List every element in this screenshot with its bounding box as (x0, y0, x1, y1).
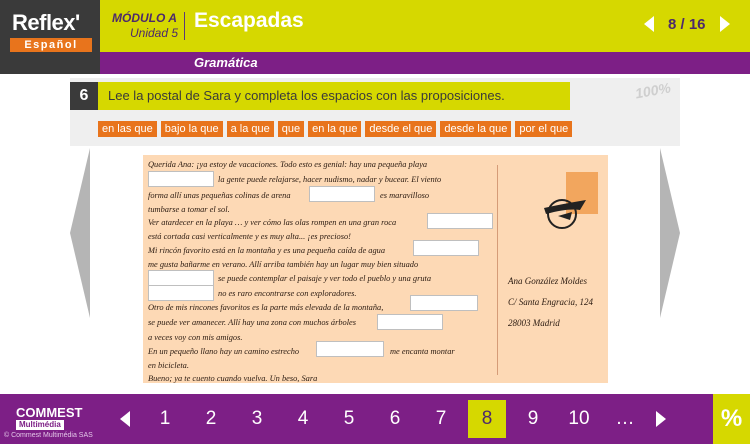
header-bar (0, 0, 750, 52)
progress-percent-button[interactable]: % (713, 394, 750, 444)
option-chip[interactable]: en las que (98, 121, 157, 137)
footer-next-icon[interactable] (656, 411, 666, 427)
postcard-line: se puede ver amanecer. Allí hay una zona con muchos árboles (148, 318, 357, 327)
footer-page-button[interactable]: 9 (527, 408, 539, 429)
answer-blank-2[interactable] (309, 186, 375, 202)
footer-page-button[interactable]: 6 (389, 408, 401, 429)
option-chip[interactable]: a la que (227, 121, 274, 137)
copyright-text: © Commest Multimédia SAS (4, 432, 93, 439)
next-arrow-icon[interactable] (660, 148, 680, 318)
footer-page-nav (120, 400, 666, 438)
postcard-line: no es raro encontrarse con exploradores. (218, 289, 357, 298)
header-divider (184, 12, 185, 40)
previous-page-icon[interactable] (644, 16, 654, 32)
footer-page-button[interactable]: 1 (159, 408, 171, 429)
answer-blank-4[interactable] (413, 240, 479, 256)
postcard-line: tumbarse a tomar el sol. (148, 205, 230, 214)
postcard-line: en bicicleta. (148, 361, 189, 370)
option-chip[interactable]: por el que (515, 121, 572, 137)
previous-arrow-icon[interactable] (70, 148, 90, 318)
postcard-line: la gente puede relajarse, hacer nudismo, nadar y bucear. El viento (218, 175, 442, 184)
postcard-line: Otro de mis rincones favoritos es la parte más elevada de la montaña, (148, 303, 384, 312)
exercise-number: 6 (70, 82, 98, 110)
address-line: 28003 Madrid (508, 318, 560, 328)
answer-blank-5[interactable] (148, 270, 214, 286)
footer-page-button[interactable]: 4 (297, 408, 309, 429)
postcard-line: me gusta bañarme en verano. Allí arriba también hay un lugar muy bien situado (148, 260, 419, 269)
footer-previous-icon[interactable] (120, 411, 130, 427)
footer-page-button[interactable]: 2 (205, 408, 217, 429)
answer-blank-7[interactable] (410, 295, 478, 311)
next-page-icon[interactable] (720, 16, 730, 32)
postcard-line: me encanta montar (390, 347, 455, 356)
postcard-line: Ver atardecer en la playa … y ver cómo las olas rompen en una gran roca (148, 218, 397, 227)
option-chip[interactable]: desde la que (440, 121, 511, 137)
footer-page-button-active[interactable]: 8 (468, 400, 506, 438)
postcard-line: Mi rincón favorito está en la montaña y es una pequeña caída de agua (148, 246, 386, 255)
section-bar (100, 52, 750, 74)
logo-sub-text: Español (10, 38, 92, 52)
address-line: C/ Santa Engracia, 124 (508, 297, 593, 307)
postcard-line: es maravilloso (380, 191, 430, 200)
postcard-divider (497, 165, 498, 375)
option-chip[interactable]: bajo la que (161, 121, 223, 137)
unit-label: Unidad 5 (130, 26, 179, 40)
page-title: Escapadas (194, 9, 304, 32)
commest-logo-sub: Multimédia (16, 420, 64, 430)
answer-blank-9[interactable] (316, 341, 384, 357)
postcard-line: se puede contemplar el paisaje y ver todo el pueblo y una gruta (218, 274, 432, 283)
section-label: Gramática (194, 55, 258, 70)
footer-page-button[interactable]: 5 (343, 408, 355, 429)
answer-blank-1[interactable] (148, 171, 214, 187)
footer-page-button[interactable]: 7 (435, 408, 447, 429)
option-list (98, 121, 572, 137)
address-line: Ana González Moldes (508, 276, 587, 286)
answer-blank-3[interactable] (427, 213, 493, 229)
postmark-icon (540, 190, 590, 236)
option-chip[interactable]: que (278, 121, 304, 137)
answer-blank-6[interactable] (148, 285, 214, 301)
footer-page-button[interactable]: 10 (568, 408, 590, 429)
commest-logo: COMMEST (16, 405, 83, 420)
postcard-line: forma allí unas pequeñas colinas de arena (148, 191, 291, 200)
module-label: MÓDULO A (112, 11, 177, 25)
score-stamp: 100% (633, 79, 672, 102)
page-navigation (644, 14, 730, 34)
postcard-line: Bueno; ya te cuento cuando vuelva. Un beso, Sara (148, 374, 318, 383)
footer-more-pages[interactable]: … (615, 408, 635, 429)
postcard-line: En un pequeño llano hay un camino estrecho (148, 347, 300, 356)
page-counter: 8 / 16 (668, 15, 706, 33)
postcard-line: Querida Ana: ¡ya estoy de vacaciones. Todo esto es genial: hay una pequeña playa (148, 160, 428, 169)
exercise-instruction: Lee la postal de Sara y completa los espacios con las proposiciones. (98, 82, 570, 110)
answer-blank-8[interactable] (377, 314, 443, 330)
logo-main-text: Reflex' (12, 10, 80, 35)
postcard-line: está cortada casi verticalmente y es muy alta... ¡es precioso! (148, 232, 351, 241)
option-chip[interactable]: desde el que (365, 121, 436, 137)
reflex-logo (0, 0, 100, 74)
footer-page-button[interactable]: 3 (251, 408, 263, 429)
postcard-line: a veces voy con mis amigos. (148, 333, 243, 342)
option-chip[interactable]: en la que (308, 121, 361, 137)
